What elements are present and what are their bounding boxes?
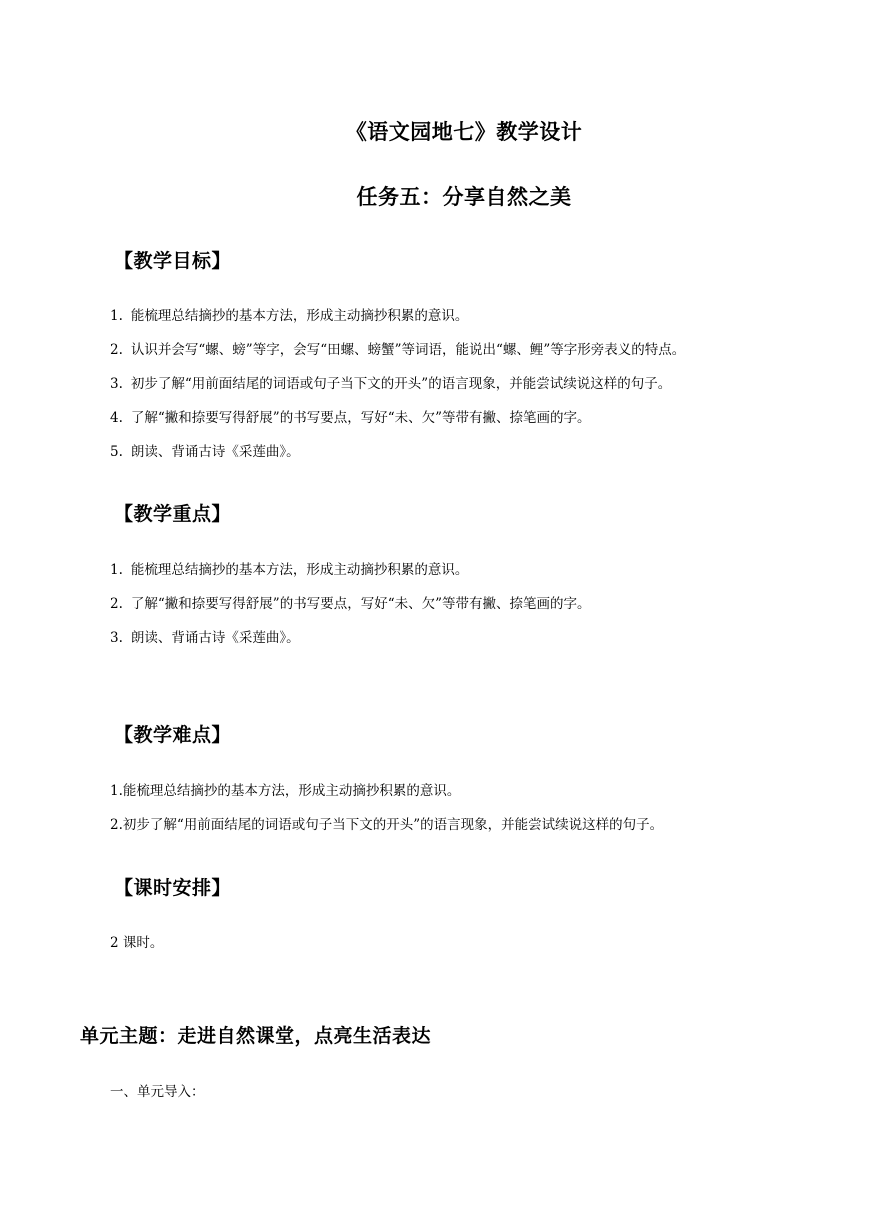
section-heading-difficulties: 【教学难点】 [114, 724, 232, 746]
section-heading-objectives: 【教学目标】 [114, 250, 232, 272]
key-point-item-2: 2. 了解“撇和捺要写得舒展”的书写要点，写好“未、欠”等带有撇、捺笔画的字。 [110, 596, 591, 612]
document-subtitle: 任务五：分享自然之美 [356, 185, 572, 209]
section-heading-schedule: 【课时安排】 [114, 877, 232, 899]
objective-item-4: 4. 了解“撇和捺要写得舒展”的书写要点，写好“未、欠”等带有撇、捺笔画的字。 [110, 410, 591, 426]
difficulty-item-2: 2.初步了解“用前面结尾的词语或句子当下文的开头”的语言现象，并能尝试续说这样的句子。 [110, 817, 664, 833]
objective-item-3: 3. 初步了解“用前面结尾的词语或句子当下文的开头”的语言现象，并能尝试续说这样的句子。 [110, 376, 672, 392]
section-heading-key-points: 【教学重点】 [114, 503, 232, 525]
key-point-item-1: 1. 能梳理总结摘抄的基本方法，形成主动摘抄积累的意识。 [110, 562, 469, 578]
key-point-item-3: 3. 朗读、背诵古诗《采莲曲》。 [110, 630, 300, 646]
schedule-item: 2 课时。 [110, 935, 164, 951]
objective-item-1: 1. 能梳理总结摘抄的基本方法，形成主动摘抄积累的意识。 [110, 308, 469, 324]
document-title: 《语文园地七》教学设计 [345, 120, 583, 144]
difficulty-item-1: 1.能梳理总结摘抄的基本方法，形成主动摘抄积累的意识。 [110, 783, 461, 799]
objective-item-5: 5. 朗读、背诵古诗《采莲曲》。 [110, 444, 300, 460]
unit-theme-heading: 单元主题：走进自然课堂，点亮生活表达 [80, 1025, 432, 1047]
unit-intro-label: 一、单元导入： [110, 1084, 205, 1100]
objective-item-2: 2. 认识并会写“螺、螃”等字，会写“田螺、螃蟹”等词语，能说出“螺、鲤”等字形旁表义的特点。 [110, 342, 686, 358]
